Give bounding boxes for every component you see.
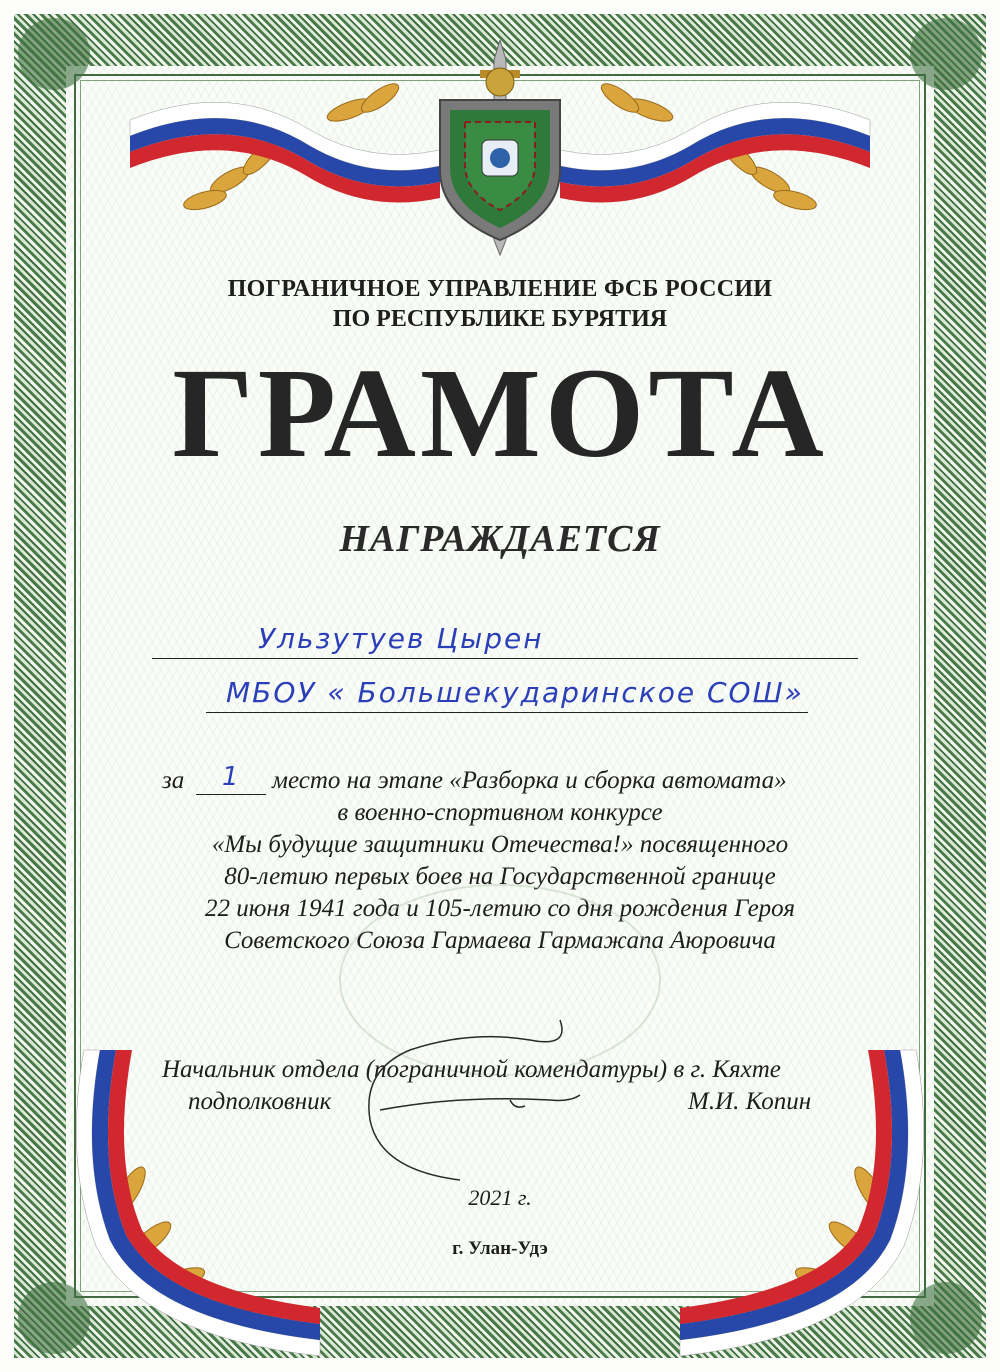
award-place: 1 xyxy=(222,762,241,792)
corner-rosette-top-right xyxy=(910,18,982,90)
org-name-line2: ПО РЕСПУБЛИКЕ БУРЯТИЯ xyxy=(332,306,668,332)
recipient-name-line xyxy=(152,658,858,659)
signatory-rank: подполковник xyxy=(188,1088,332,1115)
award-place-line xyxy=(196,794,266,795)
award-line2: в военно-спортивном конкурсе xyxy=(337,799,663,826)
top-flag-ribbon xyxy=(110,40,890,270)
award-line5: 22 июня 1941 года и 105-летию со дня рождения Героя xyxy=(205,895,795,922)
recipient-school: МБОУ « Большекударинское СОШ» xyxy=(226,676,804,709)
award-line1: место на этапе «Разборка и сборка автомата» xyxy=(272,767,787,794)
russian-flag-ribbon-right xyxy=(560,102,870,202)
border-guard-emblem-icon xyxy=(440,68,560,240)
signatory-name: М.И. Копин xyxy=(688,1088,812,1115)
recipient-name: Ульзутуев Цырен xyxy=(258,622,544,655)
awarded-label: НАГРАЖДАЕТСЯ xyxy=(339,518,661,560)
recipient-school-line xyxy=(206,712,808,713)
certificate-year: 2021 г. xyxy=(468,1185,532,1210)
handwritten-signature xyxy=(340,1000,600,1210)
bottom-left-flag-ribbon xyxy=(70,1040,350,1360)
corner-rosette-top-left xyxy=(18,18,90,90)
bottom-right-flag-ribbon xyxy=(650,1040,930,1360)
award-line4: 80-летию первых боев на Государственной границе xyxy=(224,863,776,890)
org-name-line1: ПОГРАНИЧНОЕ УПРАВЛЕНИЕ ФСБ РОССИИ xyxy=(227,276,773,302)
certificate-title: ГРАМОТА xyxy=(172,342,828,484)
award-line3: «Мы будущие защитники Отечества!» посвященного xyxy=(211,831,789,858)
award-line6: Советского Союза Гармаева Гармажапа Аюровича xyxy=(224,927,776,954)
award-prefix: за xyxy=(162,767,185,794)
signatory-position: Начальник отдела (пограничной комендатуры) в г. Кяхте xyxy=(162,1056,781,1083)
certificate-city: г. Улан-Удэ xyxy=(452,1238,548,1259)
russian-flag-ribbon-left xyxy=(130,102,440,202)
